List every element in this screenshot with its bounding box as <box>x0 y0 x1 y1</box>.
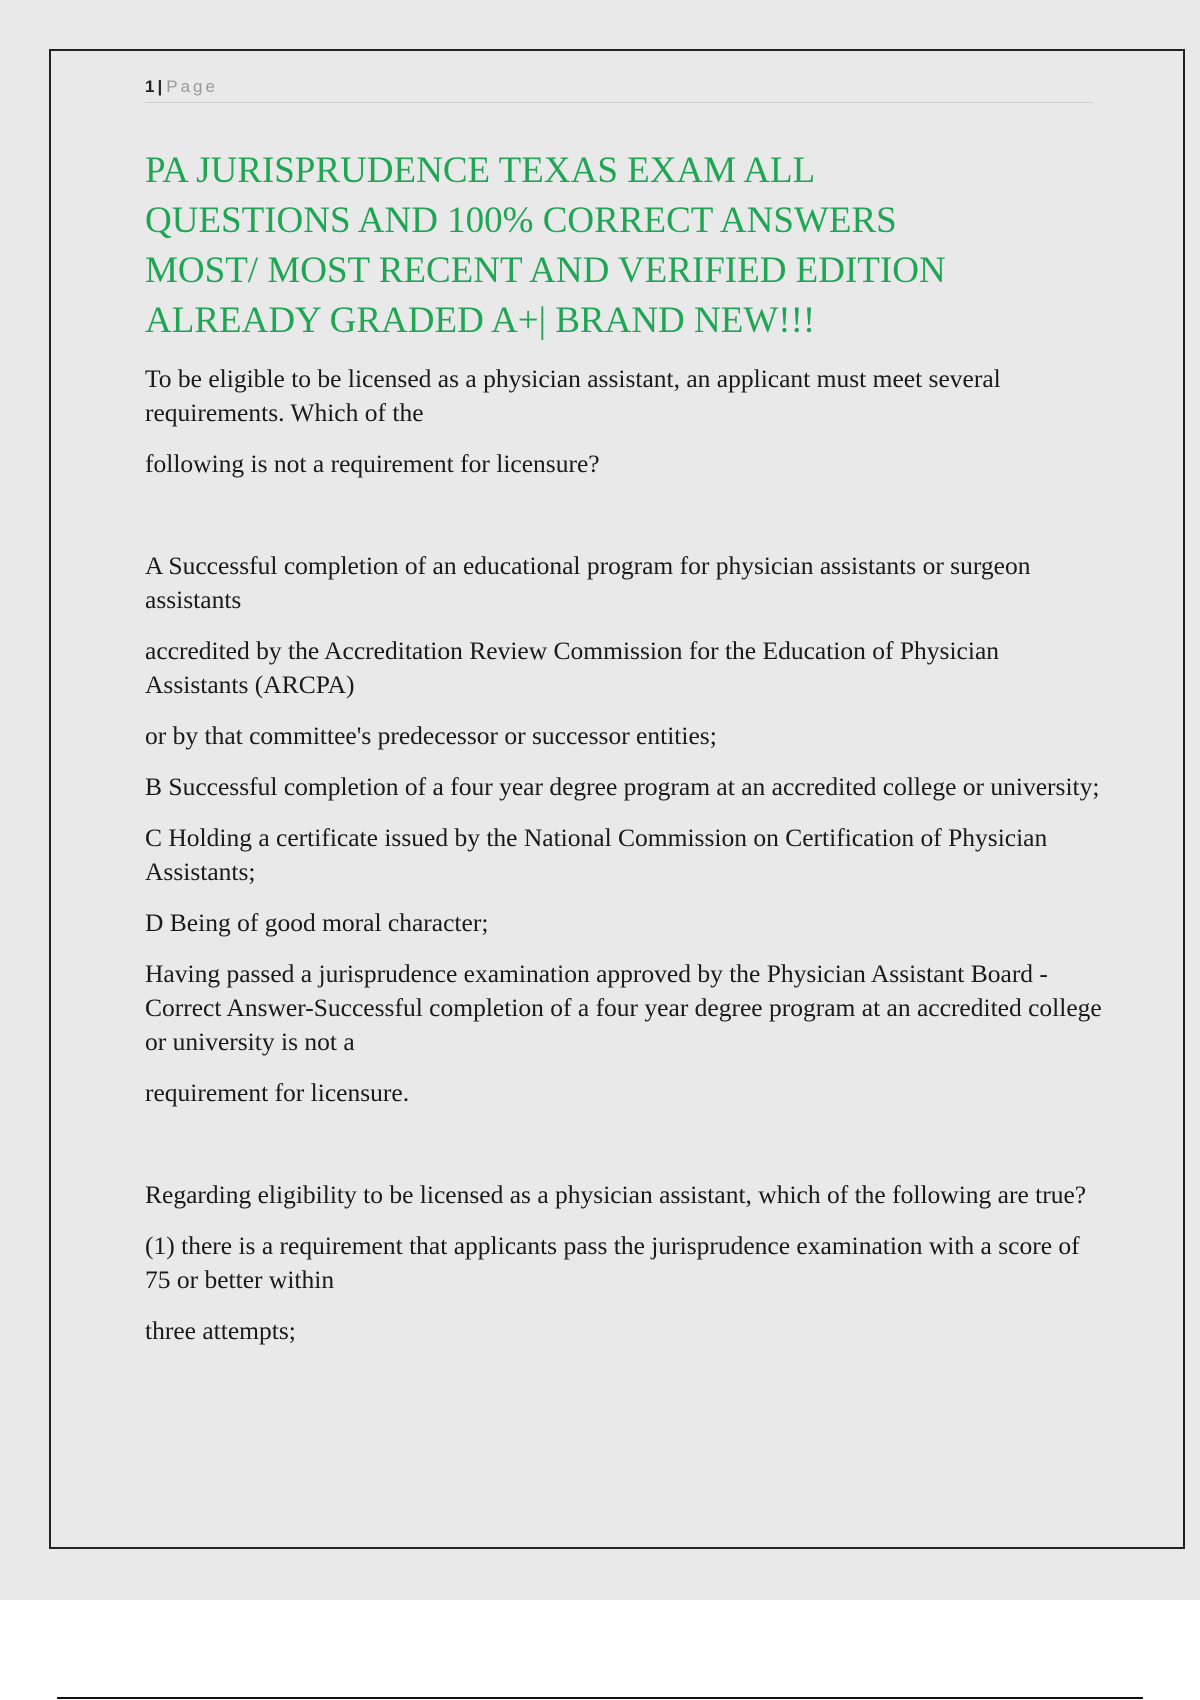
option-b: B Successful completion of a four year degree program at an accredited college or university; <box>145 772 1100 801</box>
question-1-text: To be eligible to be licensed as a physician assistant, an applicant must meet several requirements. Which of the <box>145 364 1001 427</box>
title-line: PA JURISPRUDENCE TEXAS EXAM ALL <box>145 150 816 191</box>
question-2-item-1-continued: three attempts; <box>145 1316 296 1345</box>
answer-text-continued: requirement for licensure. <box>145 1078 410 1107</box>
question-1-text-continued: following is not a requirement for licensure? <box>145 449 600 478</box>
option-a: A Successful completion of an educational program for physician assistants or surgeon assistants <box>145 551 1031 614</box>
answer-text: Having passed a jurisprudence examination approved by the Physician Assistant Board - Correct Answer-Successful completion of a four year degree program at an accredited college or university is not a <box>145 959 1102 1056</box>
question-2-text: Regarding eligibility to be licensed as a physician assistant, which of the following are true? <box>145 1180 1087 1209</box>
title-line: QUESTIONS AND 100% CORRECT ANSWERS <box>145 200 897 241</box>
title-line: ALREADY GRADED A+| BRAND NEW!!! <box>145 300 816 341</box>
page-separator: | <box>157 77 163 96</box>
page-number: 1 <box>145 77 155 96</box>
page-header <box>145 74 1093 103</box>
title-line: MOST/ MOST RECENT AND VERIFIED EDITION <box>145 250 946 291</box>
option-a-continued: or by that committee's predecessor or successor entities; <box>145 721 717 750</box>
option-c: C Holding a certificate issued by the National Commission on Certification of Physician Assistants; <box>145 823 1048 886</box>
question-2-item-1: (1) there is a requirement that applicants pass the jurisprudence examination with a score of 75 or better within <box>145 1231 1080 1294</box>
footer-divider <box>57 1697 1143 1699</box>
document-title <box>145 146 1105 346</box>
option-a-continued: accredited by the Accreditation Review Commission for the Education of Physician Assistants (ARCPA) <box>145 636 1000 699</box>
option-d: D Being of good moral character; <box>145 908 489 937</box>
page-label: Page <box>166 77 218 96</box>
document-body <box>145 362 1105 1365</box>
